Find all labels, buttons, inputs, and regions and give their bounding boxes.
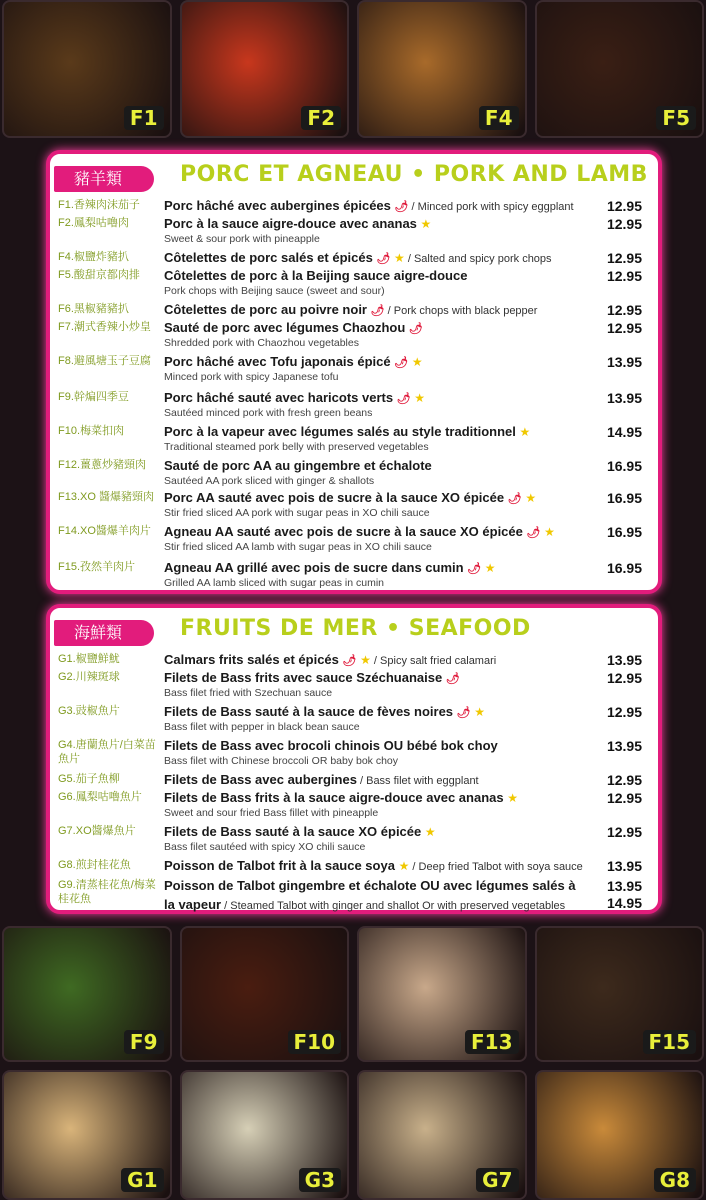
item-name-fr-text: Filets de Bass frits avec sauce Széchuanaise xyxy=(164,670,443,685)
item-price: 12.95 xyxy=(606,704,642,720)
dish-photo-label: G3 xyxy=(299,1168,341,1192)
item-name-fr xyxy=(164,738,498,754)
item-code: G3.豉椒魚片 xyxy=(58,705,120,717)
item-name-fr-text: Sauté de porc AA au gingembre et échalote xyxy=(164,458,432,473)
item-price: 13.95 xyxy=(606,390,642,406)
item-name-fr-text: Poisson de Talbot gingembre et échalote OU avec légumes salés à xyxy=(164,878,576,893)
dish-photo xyxy=(180,0,350,138)
item-code: F9.幹煸四季豆 xyxy=(58,391,129,403)
star-icon: ★ xyxy=(394,251,405,265)
star-icon: ★ xyxy=(519,425,531,439)
chili-icon: 🌶 xyxy=(342,655,357,667)
item-price: 16.95 xyxy=(606,490,642,506)
item-name-fr-text: Agneau AA sauté avec pois de sucre à la sauce XO épicée xyxy=(164,524,523,539)
item-price: 12.95 xyxy=(606,824,642,840)
dish-photo-label: G7 xyxy=(476,1168,518,1192)
dish-photo xyxy=(2,926,172,1062)
item-name-fr xyxy=(164,320,423,337)
item-name-en: Bass filet with pepper in black bean sauce xyxy=(164,721,360,733)
item-name-fr-text: Porc AA sauté avec pois de sucre à la sauce XO épicée xyxy=(164,490,505,505)
dish-photo xyxy=(535,1070,705,1200)
item-code: G5.茄子魚柳 xyxy=(58,773,120,785)
chili-icon: 🌶 xyxy=(526,527,541,539)
item-name-fr xyxy=(164,490,536,507)
item-name-fr-text: Côtelettes de porc salés et épicés xyxy=(164,250,373,265)
item-name-en: Sautéed AA pork sliced with ginger & shallots xyxy=(164,475,375,487)
chili-icon: 🌶 xyxy=(507,493,522,505)
item-price: 12.95 xyxy=(606,790,642,806)
dish-photo xyxy=(180,1070,350,1200)
middle-photo-row xyxy=(0,926,706,1062)
item-name-en: Sweet & sour pork with pineapple xyxy=(164,233,320,245)
item-price: 12.95 xyxy=(606,216,642,232)
item-name-fr-line2 xyxy=(164,897,565,914)
item-code: G1.椒鹽鮮魷 xyxy=(58,653,120,665)
item-code: F4.椒鹽炸豬扒 xyxy=(58,251,129,263)
item-price: 14.95 xyxy=(606,424,642,440)
dish-photo xyxy=(535,926,705,1062)
dish-photo-label: F9 xyxy=(124,1030,164,1054)
item-name-en-inline: / Pork chops with black pepper xyxy=(384,305,538,317)
item-name-en: Sweet and sour fried Bass fillet with pineapple xyxy=(164,807,379,819)
item-name-fr-text: Porc hâché avec aubergines épicées xyxy=(164,198,391,213)
star-icon: ★ xyxy=(484,561,496,575)
item-name-fr xyxy=(164,878,576,894)
item-price: 12.95 xyxy=(606,320,642,336)
item-price: 12.95 xyxy=(606,772,642,788)
chili-icon: 🌶 xyxy=(376,253,391,265)
item-code: G8.煎封桂花魚 xyxy=(58,859,131,871)
chili-icon: 🌶 xyxy=(394,357,409,369)
star-icon: ★ xyxy=(474,705,486,719)
dish-photo xyxy=(357,1070,527,1200)
item-name-fr xyxy=(164,858,583,875)
item-price: 13.95 xyxy=(606,354,642,370)
item-name-fr-text: Filets de Bass frits à la sauce aigre-douce avec ananas xyxy=(164,790,504,805)
item-name-fr-text: Agneau AA grillé avec pois de sucre dans cumin xyxy=(164,560,464,575)
seafood-section-title: FRUITS DE MER • SEAFOOD xyxy=(180,616,531,641)
item-name-en-inline: / Steamed Talbot with ginger and shallot Or with preserved vegetables xyxy=(221,900,566,912)
item-name-fr xyxy=(164,790,518,806)
star-icon: ★ xyxy=(411,355,423,369)
item-price: 13.95 xyxy=(606,652,642,668)
item-name-en: Grilled AA lamb sliced with sugar peas in cumin xyxy=(164,577,385,589)
item-code: F14.XO醬爆羊肉片 xyxy=(58,525,151,537)
item-name-en: Sautéed minced pork with fresh green beans xyxy=(164,407,373,419)
chili-icon: 🌶 xyxy=(370,305,385,317)
bottom-photo-row xyxy=(0,1070,706,1200)
item-code: F12.薑蔥炒豬頸肉 xyxy=(58,459,147,471)
item-code: G7.XO醬爆魚片 xyxy=(58,825,136,837)
item-name-en: Minced pork with spicy Japanese tofu xyxy=(164,371,339,383)
dish-photo xyxy=(2,0,172,138)
item-name-fr xyxy=(164,424,530,440)
star-icon: ★ xyxy=(398,859,410,873)
chili-icon: 🌶 xyxy=(408,323,423,335)
item-name-fr xyxy=(164,560,496,577)
item-name-en-inline: / Spicy salt fried calamari xyxy=(370,655,497,667)
dish-photo xyxy=(535,0,705,138)
dish-photo-label: F5 xyxy=(656,106,696,130)
item-code: G2.川辣斑球 xyxy=(58,671,120,683)
seafood-panel xyxy=(46,604,662,914)
item-code: F13.XO 醬爆豬頸肉 xyxy=(58,491,154,503)
item-code: F10.梅菜扣肉 xyxy=(58,425,125,437)
item-name-fr-text: Filets de Bass sauté à la sauce de fèves noires xyxy=(164,704,454,719)
item-name-fr xyxy=(164,824,436,840)
item-name-en: Bass filet with Chinese broccoli OR baby bok choy xyxy=(164,755,399,767)
item-name-en-inline: / Salted and spicy pork chops xyxy=(404,253,552,265)
item-name-en: Pork chops with Beijing sauce (sweet and sour) xyxy=(164,285,385,297)
item-code: F8.避風塘玉子豆腐 xyxy=(58,355,151,367)
item-name-fr xyxy=(164,458,432,474)
star-icon: ★ xyxy=(424,825,436,839)
item-price: 13.95 xyxy=(606,858,642,874)
item-name-fr xyxy=(164,524,555,541)
dish-photo-label: F15 xyxy=(643,1030,697,1054)
item-name-en: Traditional steamed pork belly with preserved vegetables xyxy=(164,441,429,453)
star-icon: ★ xyxy=(414,391,426,405)
item-name-fr-text: Poisson de Talbot frit à la sauce soya xyxy=(164,858,395,873)
item-name-fr xyxy=(164,390,425,407)
item-price: 12.95 xyxy=(606,670,642,686)
item-name-fr xyxy=(164,704,485,721)
item-name-fr xyxy=(164,268,467,284)
dish-photo-label: G8 xyxy=(654,1168,696,1192)
dish-photo xyxy=(180,926,350,1062)
pork-lamb-panel xyxy=(46,150,662,594)
item-price: 12.95 xyxy=(606,198,642,214)
star-icon: ★ xyxy=(360,653,371,667)
item-name-fr xyxy=(164,670,460,687)
dish-photo xyxy=(357,0,527,138)
item-name-fr-text: Porc hâché avec Tofu japonais épicé xyxy=(164,354,391,369)
top-photo-row xyxy=(0,0,706,138)
item-price: 16.95 xyxy=(606,560,642,576)
seafood-category-tag: 海鮮類 xyxy=(54,620,154,646)
item-name-fr xyxy=(164,354,423,371)
item-name-fr xyxy=(164,652,496,669)
pork-section-title: PORC ET AGNEAU • PORK AND LAMB xyxy=(180,162,648,187)
chili-icon: 🌶 xyxy=(445,673,460,685)
item-name-fr-text: la vapeur xyxy=(164,897,222,912)
item-price: 16.95 xyxy=(606,458,642,474)
dish-photo-label: F2 xyxy=(301,106,341,130)
item-code: G4.唐蘭魚片/白菜苗魚片 xyxy=(58,739,156,765)
item-code: F15.孜然羊肉片 xyxy=(58,561,136,573)
item-name-fr-text: Filets de Bass sauté à la sauce XO épicée xyxy=(164,824,422,839)
item-price: 12.95 xyxy=(606,302,642,318)
star-icon: ★ xyxy=(507,791,518,805)
item-name-fr-text: Filets de Bass avec aubergines xyxy=(164,772,357,787)
dish-photo-label: F13 xyxy=(465,1030,519,1054)
item-name-fr-text: Filets de Bass avec brocoli chinois OU bébé bok choy xyxy=(164,738,498,753)
chili-icon: 🌶 xyxy=(467,563,482,575)
star-icon: ★ xyxy=(544,525,555,539)
item-code: F6.黑椒豬豬扒 xyxy=(58,303,129,315)
item-code: F5.酸甜京都肉排 xyxy=(58,269,140,281)
item-name-fr xyxy=(164,198,574,215)
item-price: 13.95 xyxy=(606,878,642,894)
dish-photo-label: F4 xyxy=(479,106,519,130)
item-price: 12.95 xyxy=(606,268,642,284)
item-name-en: Shredded pork with Chaozhou vegetables xyxy=(164,337,359,349)
item-name-fr-text: Porc hâché sauté avec haricots verts xyxy=(164,390,394,405)
item-name-en: Bass filet sautéed with spicy XO chili sauce xyxy=(164,841,366,853)
item-name-en: Stir fried sliced AA pork with sugar peas in XO chili sauce xyxy=(164,507,430,519)
item-name-fr xyxy=(164,250,552,267)
item-name-en: Bass filet fried with Szechuan sauce xyxy=(164,687,333,699)
dish-photo-label: G1 xyxy=(121,1168,163,1192)
star-icon: ★ xyxy=(525,491,537,505)
item-name-fr-text: Porc à la sauce aigre-douce avec ananas xyxy=(164,216,417,231)
item-name-en-inline: / Minced pork with spicy eggplant xyxy=(408,201,574,213)
pork-category-tag: 豬羊類 xyxy=(54,166,154,192)
item-name-fr xyxy=(164,216,431,232)
item-name-fr-text: Porc à la vapeur avec légumes salés au style traditionnel xyxy=(164,424,516,439)
item-price: 13.95 xyxy=(606,738,642,754)
item-code: G9.清蒸桂花魚/梅菜桂花魚 xyxy=(58,879,156,905)
dish-photo-label: F1 xyxy=(124,106,164,130)
chili-icon: 🌶 xyxy=(456,707,471,719)
item-code: F7.潮式香辣小炒皇 xyxy=(58,321,151,333)
item-price: 12.95 xyxy=(606,250,642,266)
item-name-en-inline: / Bass filet with eggplant xyxy=(356,775,479,787)
item-name-fr-text: Sauté de porc avec légumes Chaozhou xyxy=(164,320,406,335)
item-name-fr-text: Côtelettes de porc au poivre noir xyxy=(164,302,367,317)
item-name-fr-text: Calmars frits salés et épicés xyxy=(164,652,339,667)
item-name-en: Stir fried sliced AA lamb with sugar peas in XO chili sauce xyxy=(164,541,432,553)
star-icon: ★ xyxy=(420,217,432,231)
item-code: F1.香辣肉沫茄子 xyxy=(58,199,140,211)
item-name-fr-text: Côtelettes de porc à la Beijing sauce aigre-douce xyxy=(164,268,468,283)
item-code: G6.鳳梨咕嚕魚片 xyxy=(58,791,142,803)
dish-photo xyxy=(2,1070,172,1200)
item-price-alt: 14.95 xyxy=(606,895,642,911)
chili-icon: 🌶 xyxy=(396,393,411,405)
item-name-fr xyxy=(164,772,479,789)
item-name-en-inline: / Deep fried Talbot with soya sauce xyxy=(409,861,583,873)
item-price: 16.95 xyxy=(606,524,642,540)
dish-photo-label: F10 xyxy=(288,1030,342,1054)
item-code: F2.鳳梨咕嚕肉 xyxy=(58,217,129,229)
item-name-fr xyxy=(164,302,537,319)
dish-photo xyxy=(357,926,527,1062)
chili-icon: 🌶 xyxy=(394,201,409,213)
